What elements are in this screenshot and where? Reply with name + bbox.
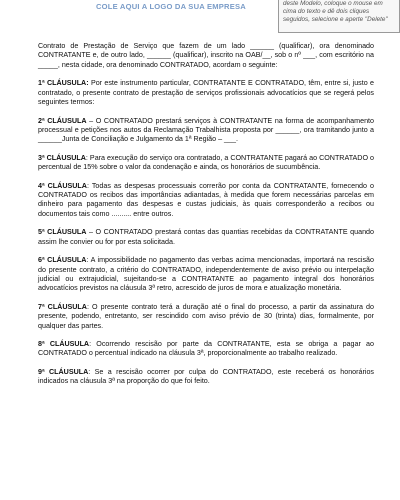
clause-8 [38,340,374,359]
clause-title: 9ª CLÁUSULA [38,367,89,376]
clause-text: : O presente contrato terá a duração até o final do processo, a partir da assinatura do presente, podendo, entretanto, ser rescindido com aviso prévio de 30 (trinta) dias, formalmente, por qualquer das partes. [38,302,375,330]
logo-placeholder: COLE AQUI A LOGO DA SUA EMPRESA [96,2,246,11]
clause-text: – O CONTRATADO prestará serviços à CONTRATANTE na forma de acompanhamento processual e petições nos autos da Reclamação Trabalhista proposta por ______, ora tramitando junto a ______Junta de Conciliação e Julgamento da 1ª Região – ___. [38,116,374,144]
clause-title: 3ª CLÁUSULA [38,153,86,162]
clause-text: : Ocorrendo rescisão por parte da CONTRATANTE, esta se obriga a pagar ao CONTRATADO o percentual indicado na cláusula 3ª, proporcionalmente ao trabalho realizado. [38,340,374,358]
logo-bar [0,0,400,23]
clause-text: – O CONTRATADO prestará contas das quantias recebidas da CONTRATANTE quando assim lhe convier ou for por esta solicitada. [38,228,374,246]
clause-text: Por este instrumento particular, CONTRATANTE E CONTRATADO, têm, entre si, justo e contratado, o presente contrato de prestação de serviços profissionais advocatícios que se regerá pelos seguintes termos: [38,79,375,107]
clause-text: : Todas as despesas processuais correrão por conta da CONTRATANTE, fornecendo o CONTRATADO os recibos das importâncias adiantadas, à medida que forem necessárias parcelas em dinheiro para pagamento das despesas e custas judiciais, às quais corresponderão a recibos ou documentos tais como .......... entre outros. [38,181,374,218]
clause-text: : Se a rescisão ocorrer por culpa do CONTRATADO, este receberá os honorários indicados na cláusula 3ª na proporção do que foi feito. [38,367,375,386]
clause-9 [38,368,374,387]
contract-document [38,42,374,387]
clause-1 [38,79,374,107]
clause-title: 7ª CLÁUSULA [38,302,87,311]
clause-text: : Para execução do serviço ora contratado, a CONTRATANTE pagará ao CONTRATADO o percentual de 15% sobre o valor da condenação e ainda, os honorários de sucumbência. [38,153,374,172]
clause-5 [38,228,374,247]
clause-4 [38,182,374,220]
clause-title: 2ª CLÁUSULA [38,116,87,125]
clause-text: : A impossibilidade no pagamento das verbas acima mencionadas, importará na rescisão do presente contrato, a critério do CONTRATADO, independentemente de aviso prévio ou interpelação judicial ou extrajudicial, sujeitando-se a CONTRATANTE ao pagamento integral dos honorários advocatícios previstos na cláusula 3ª retro, acrescido de juros de mora e atualização monetária. [38,256,374,293]
clause-title: 6ª CLÁUSULA [38,256,87,265]
clause-3 [38,154,374,173]
clause-6 [38,256,374,294]
clause-title: 1ª CLÁUSULA: [38,79,89,88]
clause-title: 5ª CLÁUSULA [38,228,87,237]
instruction-hint-box: deste Modelo, coloque o mouse em cima do texto e dê dois cliques seguidos, selecione e aperte "Delete" [278,0,400,33]
clause-title: 4ª CLÁUSULA [38,181,87,190]
clause-2 [38,117,374,145]
clause-7 [38,303,374,331]
clause-title: 8ª CLÁUSULA [38,340,90,348]
contract-intro: Contrato de Prestação de Serviço que fazem de um lado ______ (qualificar), ora denominado CONTRATANTE e, de outro lado, ______ (qualificar), inscrito na OAB/__, sob o nº ___, com escritório na _____, nesta cidade, ora denominado CONTRATADO, acordam o seguinte: [38,42,374,69]
